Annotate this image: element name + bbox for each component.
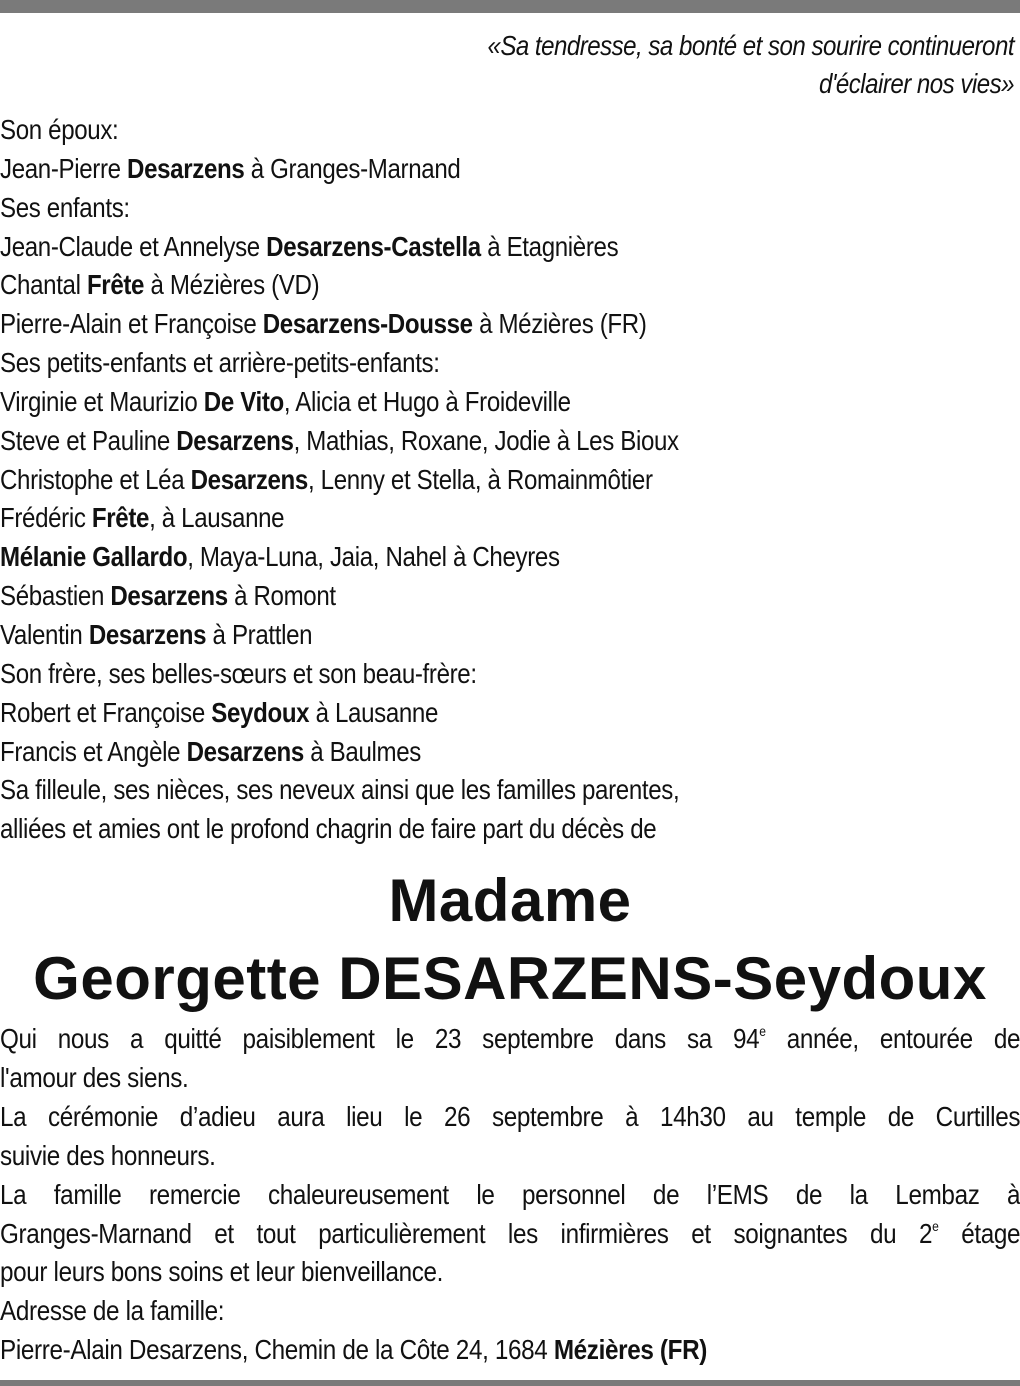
thanks-line-1 (0, 1176, 1020, 1215)
person-place: à Granges-Marnand (244, 152, 461, 184)
thanks-text: Granges-Marnand et tout particulièrement les infirmières et soignantes du 2 (0, 1217, 933, 1249)
address-text: Pierre-Alain Desarzens, Chemin de la Côte 24, 1684 (0, 1334, 554, 1366)
address-line (0, 1331, 1020, 1370)
person-given: Frédéric (0, 502, 92, 534)
person-surname: De Vito (203, 385, 284, 417)
person-place: , Maya-Luna, Jaia, Nahel à Cheyres (187, 541, 560, 573)
person-given: Jean-Claude et Annelyse (0, 230, 267, 262)
person-surname: Desarzens-Dousse (262, 308, 473, 340)
grandchild-line (0, 577, 1015, 616)
person-given: Robert et Françoise (0, 696, 212, 728)
child-line (0, 266, 1015, 305)
person-place: à Baulmes (303, 735, 421, 767)
person-given: Valentin (0, 618, 89, 650)
grandchild-line (0, 616, 1015, 655)
epigraph-quote (240, 27, 1014, 103)
thanks-text: La famille remercie chaleureusement le personnel de l’EMS de la Lembaz à (0, 1178, 1020, 1210)
notice-body (0, 1020, 1020, 1370)
person-surname: Frête (86, 269, 145, 301)
person-given: Sébastien (0, 580, 111, 612)
person-surname: Desarzens (190, 463, 308, 495)
thanks-text-end: étage (938, 1217, 1020, 1249)
person-surname: Desarzens (176, 424, 294, 456)
spouse-line (0, 150, 1015, 189)
passing-line-2: l'amour des siens. (0, 1061, 189, 1093)
person-surname: Mélanie Gallardo (0, 541, 188, 573)
ordinal-suffix: e (759, 1023, 766, 1039)
person-surname: Seydoux (211, 696, 310, 728)
grandchild-line (0, 422, 1015, 461)
grandchild-line (0, 383, 1015, 422)
family-list (0, 111, 1015, 849)
person-surname: Desarzens (110, 580, 228, 612)
siblings-heading: Son frère, ses belles-sœurs et son beau-frère: (0, 657, 477, 689)
child-line (0, 305, 1015, 344)
ceremony-text: La cérémonie d’adieu aura lieu le 26 septembre à 14h30 au temple de Curtilles (0, 1100, 1020, 1132)
person-place: à Etagnières (480, 230, 619, 262)
person-place: à Mézières (FR) (472, 308, 647, 340)
person-place: à Prattlen (206, 618, 313, 650)
closing-line-1: Sa filleule, ses nièces, ses neveux ainsi que les familles parentes, (0, 774, 680, 806)
person-given: Pierre-Alain et Françoise (0, 308, 263, 340)
ordinal-suffix: e (932, 1217, 939, 1234)
closing-line-2: alliées et amies ont le profond chagrin de faire part du décès de (0, 813, 657, 845)
person-given: Jean-Pierre (0, 152, 128, 184)
deceased-name: Georgette DESARZENS-Seydoux (33, 945, 987, 1012)
person-given: Christophe et Léa (0, 463, 191, 495)
address-heading: Adresse de la famille: (0, 1295, 225, 1327)
deceased-title: Madame (388, 867, 632, 934)
thanks-line-3: pour leurs bons soins et leur bienveillance. (0, 1256, 444, 1288)
sibling-line (0, 694, 1015, 733)
quote-line-1: «Sa tendresse, sa bonté et son sourire continueront (487, 30, 1015, 61)
ceremony-line-2: suivie des honneurs. (0, 1139, 216, 1171)
grandchild-line (0, 538, 1015, 577)
address-town: Mézières (FR) (553, 1334, 707, 1366)
person-place: , à Lausanne (149, 502, 285, 534)
deceased-name-block (0, 862, 1020, 1018)
person-surname: Desarzens-Castella (266, 230, 481, 262)
person-given: Steve et Pauline (0, 424, 177, 456)
person-place: à Lausanne (309, 696, 439, 728)
person-place: , Lenny et Stella, à Romainmôtier (307, 463, 653, 495)
top-rule (0, 0, 1020, 13)
person-given: Chantal (0, 269, 87, 301)
quote-line-2: d'éclairer nos vies» (818, 68, 1014, 99)
grandchild-line (0, 499, 1015, 538)
thanks-line-2 (0, 1215, 1020, 1254)
person-place: , Alicia et Hugo à Froideville (283, 385, 571, 417)
person-place: à Romont (227, 580, 336, 612)
person-place: , Mathias, Roxane, Jodie à Les Bioux (293, 424, 679, 456)
ceremony-line-1 (0, 1098, 1020, 1137)
person-surname: Desarzens (186, 735, 304, 767)
passing-text-end: année, entourée de (765, 1023, 1020, 1054)
child-line (0, 228, 1015, 267)
person-surname: Desarzens (88, 618, 207, 650)
person-surname: Desarzens (127, 152, 245, 184)
person-given: Francis et Angèle (0, 735, 187, 767)
spouse-heading: Son époux: (0, 114, 119, 145)
children-heading: Ses enfants: (0, 191, 130, 223)
grandchild-line (0, 461, 1015, 500)
bottom-rule (0, 1380, 1020, 1386)
passing-text: Qui nous a quitté paisiblement le 23 septembre dans sa 94 (0, 1023, 760, 1054)
person-place: à Mézières (VD) (144, 269, 320, 301)
person-surname: Frête (91, 502, 150, 534)
passing-line-1 (0, 1020, 1020, 1059)
sibling-line (0, 733, 1015, 772)
person-given: Virginie et Maurizio (0, 385, 204, 417)
grandchildren-heading: Ses petits-enfants et arrière-petits-enfants: (0, 347, 440, 379)
